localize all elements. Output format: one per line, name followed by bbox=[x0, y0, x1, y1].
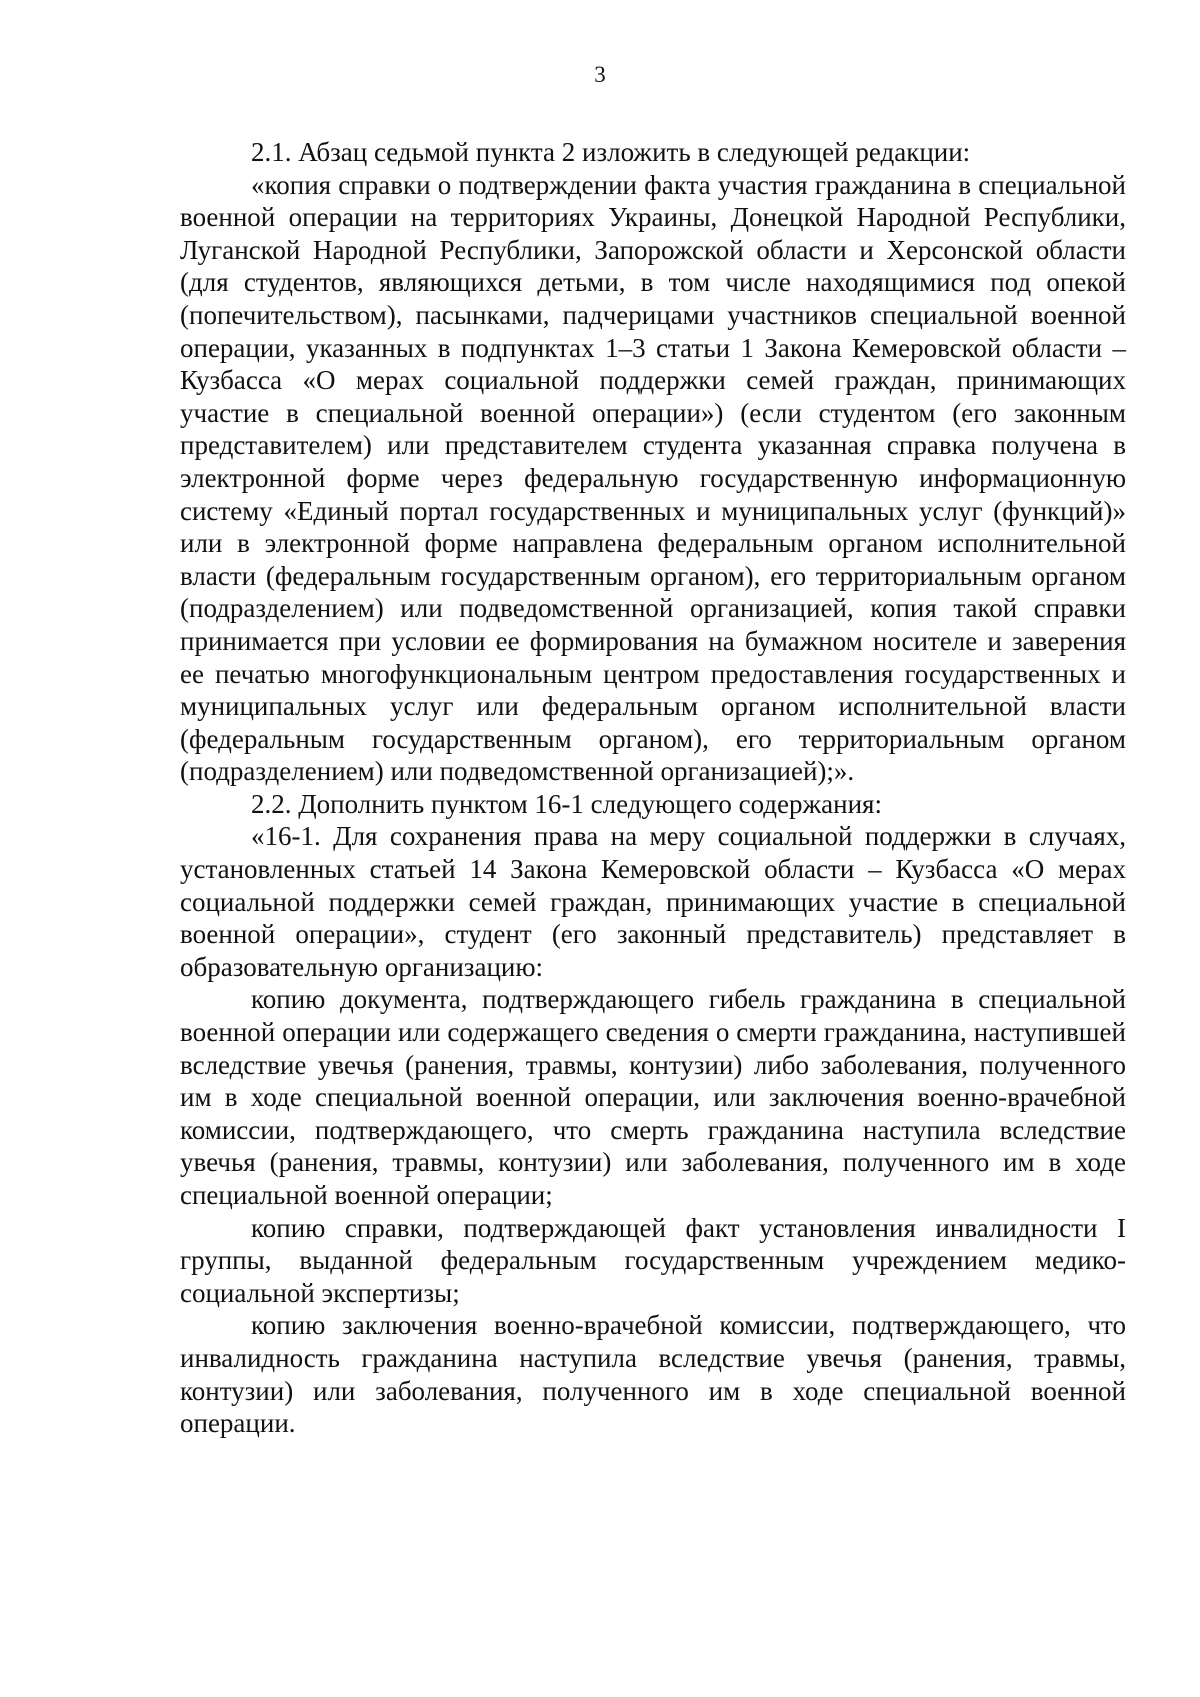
document-body bbox=[180, 136, 1126, 1440]
paragraph-2-2-heading: 2.2. Дополнить пунктом 16-1 следующего содержания: bbox=[251, 788, 882, 819]
paragraph-commission-conclusion: копию заключения военно-врачебной комиссии, подтверждающего, что инвалидность гражданина наступила вследствие увечья (ранения, травмы, контузии) или заболевания, полученного им в ходе специальной военной операции. bbox=[180, 1310, 1126, 1439]
paragraph-2-1-heading: 2.1. Абзац седьмой пункта 2 изложить в следующей редакции: bbox=[251, 137, 971, 167]
paragraph-16-1-intro: «16-1. Для сохранения права на меру социальной поддержки в случаях, установленных статьей 14 Закона Кемеровской области – Кузбасса «О мерах социальной поддержки семей граждан, принимающих участие в специальной военной операции», студент (его законный представитель) представляет в образовательную организацию: bbox=[180, 821, 1126, 982]
paragraph-death-document: копию документа, подтверждающего гибель гражданина в специальной военной операции или содержащего сведения о смерти гражданина, наступившей вследствие увечья (ранения, травмы, контузии) либо заболевания, полученного им в ходе специальной военной операции, или заключения военно-врачебной комиссии, подтверждающего, что смерть гражданина наступила вследствие увечья (ранения, травмы, контузии) или заболевания, полученного им в ходе специальной военной операции; bbox=[180, 984, 1126, 1210]
paragraph-disability-certificate: копию справки, подтверждающей факт установления инвалидности I группы, выданной федеральным государственным учреждением медико-социальной экспертизы; bbox=[180, 1212, 1126, 1308]
paragraph-2-1-text: «копия справки о подтверждении факта участия гражданина в специальной военной операции на территориях Украины, Донецкой Народной Республики, Луганской Народной Республики, Запорожской области и Херсонской области (для студентов, являющихся детьми, в том числе находящимися под опекой (попечительством), пасынками, падчерицами участников специальной военной операции, указанных в подпунктах 1–3 статьи 1 Закона Кемеровской области – Кузбасса «О мерах социальной поддержки семей граждан, принимающих участие в специальной военной операции») (если студентом (его законным представителем) или представителем студента указанная справка получена в электронной форме через федеральную государственную информационную систему «Единый портал государственных и муниципальных услуг (функций)» или в электронной форме направлена федеральным органом исполнительной власти (федеральным государственным органом), его территориальным органом (подразделением) или подведомственной организацией, копия такой справки принимается при условии ее формирования на бумажном носителе и заверения ее печатью многофункциональным центром предоставления государственных и муниципальных услуг или федеральным органом исполнительной власти (федеральным государственным органом), его территориальным органом (подразделением) или подведомственной организацией);». bbox=[180, 169, 1126, 787]
page-number: 3 bbox=[594, 62, 606, 87]
